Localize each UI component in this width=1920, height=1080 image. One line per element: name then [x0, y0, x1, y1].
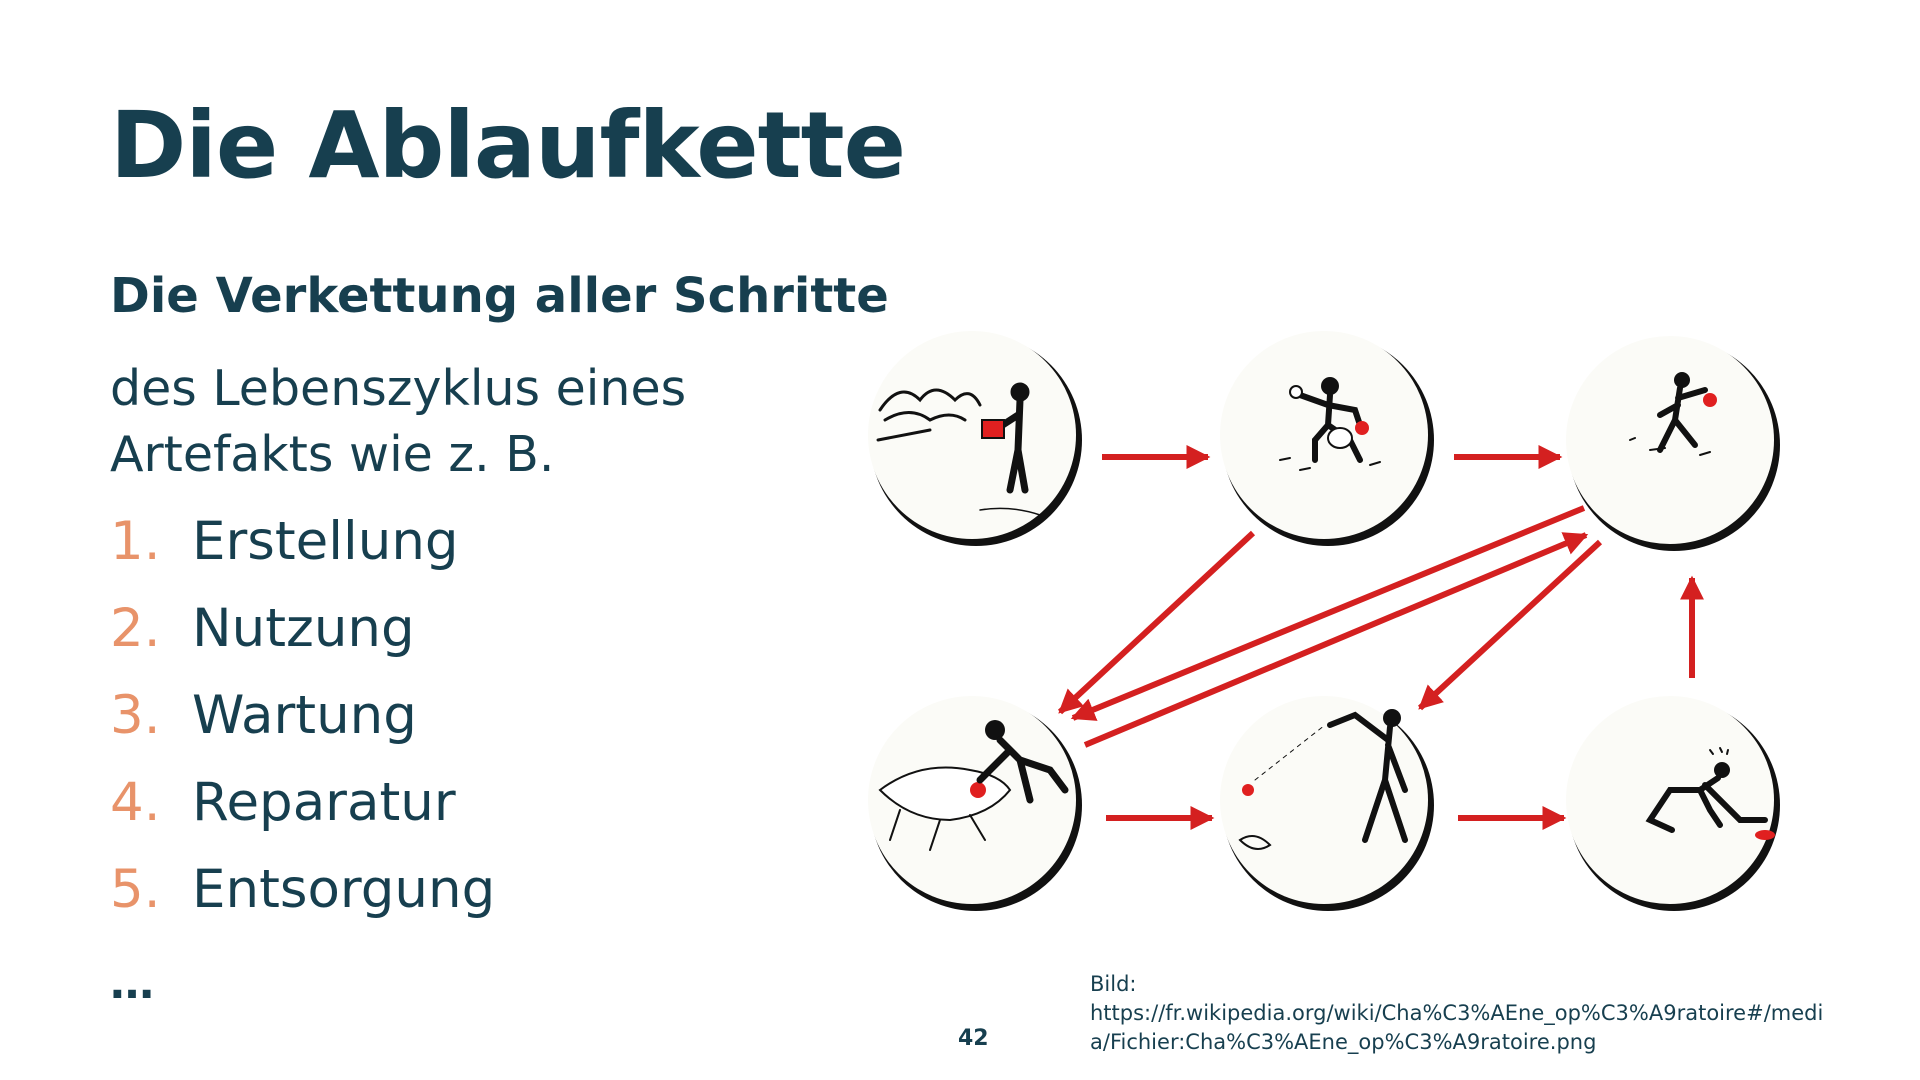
step-item-4: [110, 763, 495, 850]
caption-label: Bild:: [1090, 972, 1137, 996]
step-number: 2.: [110, 598, 161, 659]
circle-1: [868, 331, 1082, 546]
slide-title: Die Ablaufkette: [110, 92, 905, 199]
step-number: 1.: [110, 511, 161, 572]
step-number: 4.: [110, 772, 161, 833]
step-item-5: [110, 850, 495, 937]
step-number: 3.: [110, 685, 161, 746]
step-label: Wartung: [192, 685, 417, 746]
step-item-1: [110, 502, 495, 589]
chaine-operatoire-diagram: [860, 320, 1820, 940]
step-label: Entsorgung: [192, 859, 496, 920]
step-item-2: [110, 589, 495, 676]
slide-subtitle: Die Verkettung aller Schritte: [110, 268, 889, 324]
step-label: Reparatur: [192, 772, 456, 833]
caption-url[interactable]: https://fr.wikipedia.org/wiki/Cha%C3%AEne_op%C3%A9ratoire#/media/Fichier:Cha%C3%AEne_op%C3%A9ratoire.png: [1090, 1001, 1824, 1054]
image-caption: [1090, 970, 1830, 1057]
step-label: Erstellung: [192, 511, 459, 572]
circle-5: [1220, 696, 1434, 911]
page-number: 42: [958, 1026, 989, 1051]
circle-3: [1566, 336, 1780, 551]
circle-2: [1220, 331, 1434, 546]
circle-6: [1566, 696, 1780, 911]
steps-list: [110, 502, 495, 937]
body-text: des Lebenszyklus eines Artefakts wie z. B.: [110, 360, 687, 483]
step-label: Nutzung: [192, 598, 415, 659]
step-item-3: [110, 676, 495, 763]
ellipsis: …: [110, 958, 154, 1009]
step-number: 5.: [110, 859, 161, 920]
